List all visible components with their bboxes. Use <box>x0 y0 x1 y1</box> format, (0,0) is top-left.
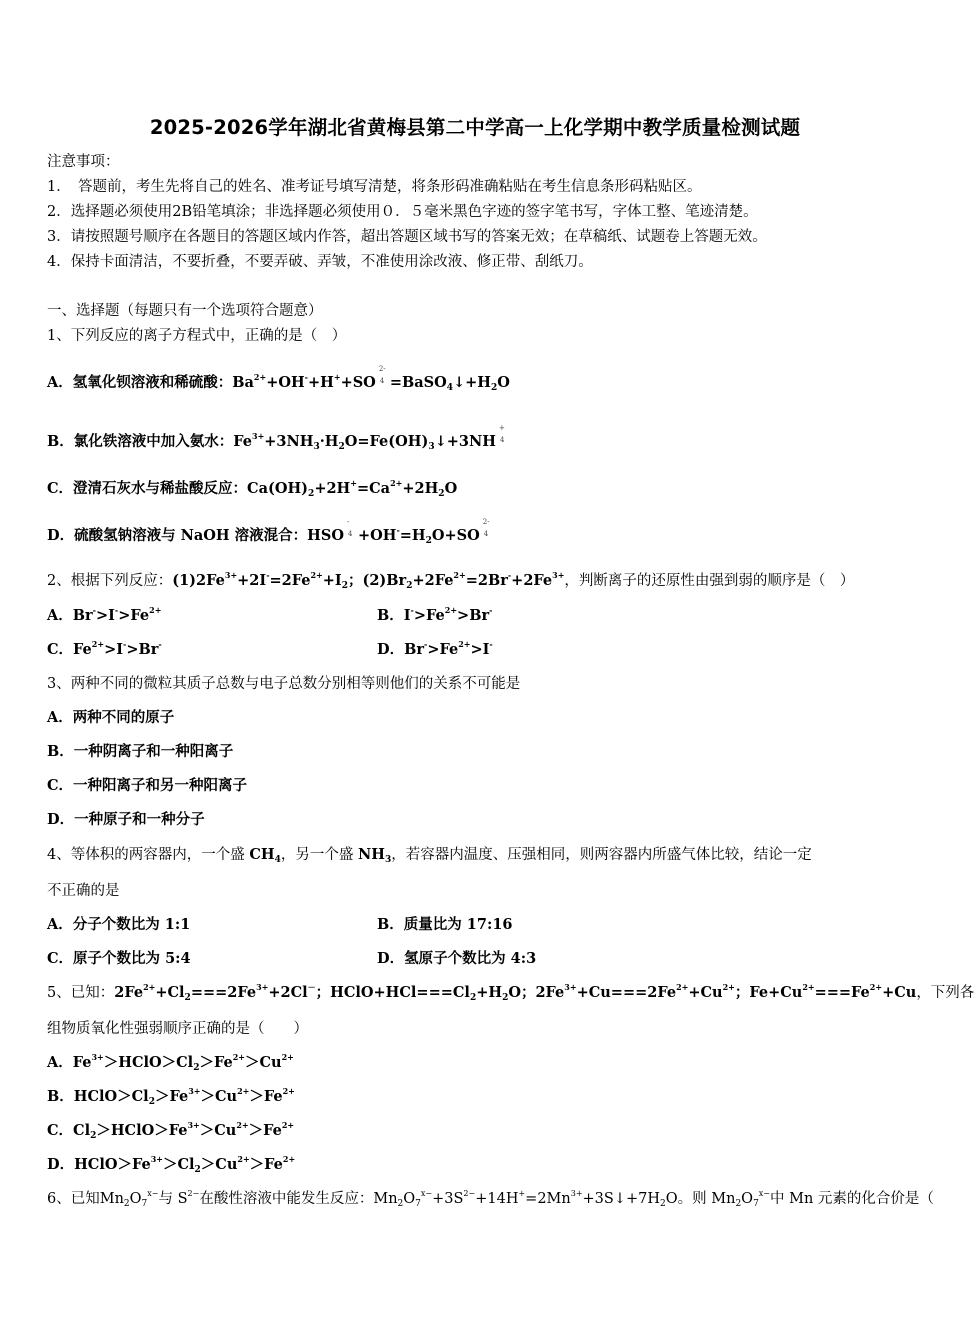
question-2-stem: 2、根据下列反应：$(1)2Fe^{3+}+2I^-=2Fe^{2+}+I_2$；$(2)Br_2+2Fe^{2+}=2Br^-+2Fe^{3+}$，判断离子的还原性由强到弱的顺序是（ ） <box>47 570 855 591</box>
question-5-option-d: D．$HClO>Fe^{3+}>Cl_2>Cu^{2+}>Fe^{2+}$ <box>47 1154 296 1175</box>
option-d-label: D．硫酸氢钠溶液与 NaOH 溶液混合： <box>47 527 308 544</box>
question-1-option-a: A．氢氧化钡溶液和稀硫酸：$Ba^{2+}+OH^-+H^++SO$ 2- 4 $=BaSO_4↓+H_2O$ <box>47 365 510 393</box>
question-5-stem: 5、已知：$2Fe^{2+}+Cl_2===2Fe^{3+}+2Cl^-$；$HClO+HCl===Cl_2+H_2O$；$2Fe^{3+}+Cu===2Fe^{2+}+Cu^{2+}$；$Fe+Cu^{2+}===Fe^{2+}+Cu$，下列各 <box>47 982 974 1003</box>
question-1-option-c: C．澄清石灰水与稀盐酸反应：$Ca(OH)_2+2H^+=Ca^{2+}+2H_2O$ <box>47 478 458 499</box>
question-5-option-a: A．$Fe^{3+}>HClO>Cl_2>Fe^{2+}>Cu^{2+}$ <box>47 1052 294 1073</box>
notice-item-1: 1． 答题前，考生先将自己的姓名、准考证号填写清楚，将条形码准确粘贴在考生信息条形码粘贴区。 <box>47 179 702 195</box>
page-title: 2025-2026学年湖北省黄梅县第二中学高一上化学期中教学质量检测试题 <box>149 116 801 139</box>
notice-heading: 注意事项： <box>47 154 120 170</box>
option-a-label: A．氢氧化钡溶液和稀硫酸： <box>47 374 233 391</box>
question-4-options-row-1 <box>47 915 513 935</box>
question-5-option-b: B．$HClO>Cl_2>Fe^{3+}>Cu^{2+}>Fe^{2+}$ <box>47 1086 295 1107</box>
question-3-option-b: B．一种阴离子和一种阳离子 <box>47 743 234 760</box>
question-4-stem: 4、等体积的两容器内，一个盛 $CH_4$，另一个盛 $NH_3$，若容器内温度、压强相同，则两容器内所盛气体比较，结论一定 <box>47 846 812 865</box>
question-3-option-d: D．一种原子和一种分子 <box>47 811 205 828</box>
question-5-stem-line2: 组物质氧化性强弱顺序正确的是（ ） <box>47 1021 308 1037</box>
question-5-option-c: C．$Cl_2>HClO>Fe^{3+}>Cu^{2+}>Fe^{2+}$ <box>47 1120 295 1141</box>
question-4-option-d: D．氢原子个数比为 4:3 <box>377 950 537 967</box>
question-1-option-d: D．硫酸氢钠溶液与 NaOH 溶液混合：HSO - 4 $+OH^-=H_2O+SO$ 2- 4 <box>47 518 490 546</box>
question-2-options-row-2: C．$Fe^{2+}>I^->Br^-$ D．$Br^->Fe^{2+}>I^-$ <box>47 639 493 658</box>
question-1-stem: 1、下列反应的离子方程式中，正确的是（ ） <box>47 328 347 344</box>
question-4-option-a: A．分子个数比为 1:1 <box>47 916 191 933</box>
question-3-stem: 3、两种不同的微粒其质子总数与电子总数分别相等则他们的关系不可能是 <box>47 676 521 692</box>
section-heading: 一、选择题（每题只有一个选项符合题意） <box>47 303 323 319</box>
question-4-stem-line2: 不正确的是 <box>47 883 120 899</box>
question-6-stem: 6、已知$Mn_2O_7^{x-}$与 $S^{2-}$在酸性溶液中能发生反应：$Mn_2O_7^{x-}+3S^{2-}+14H^+=2Mn^{3+}+3S↓+7H_2O$。则 $Mn_2O_7^{x-}$中 Mn 元素的化合价是（ <box>47 1189 934 1209</box>
option-b-label: B．氯化铁溶液中加入氨水： <box>47 433 234 450</box>
notice-item-3: 3．请按照题号顺序在各题目的答题区域内作答，超出答题区域书写的答案无效；在草稿纸、试题卷上答题无效。 <box>47 229 767 245</box>
question-3-option-a: A．两种不同的原子 <box>47 709 175 726</box>
notice-item-2: 2．选择题必须使用2B铅笔填涂；非选择题必须使用０．５毫米黑色字迹的签字笔书写，字体工整、笔迹清楚。 <box>47 204 758 220</box>
question-1-option-b: B．氯化铁溶液中加入氨水：$Fe^{3+}+3NH_3\cdot H_2O=Fe(OH)_3↓+3NH$ + 4 <box>47 424 505 452</box>
question-2-options-row-1: A．$Br^->I^->Fe^{2+}$ B．$I^->Fe^{2+}>Br^-$ <box>47 605 493 624</box>
question-4-option-c: C．原子个数比为 5:4 <box>47 950 191 967</box>
option-c-label: C．澄清石灰水与稀盐酸反应： <box>47 480 248 497</box>
question-4-options-row-2 <box>47 949 537 969</box>
notice-item-4: 4．保持卡面清洁，不要折叠，不要弄破、弄皱，不准使用涂改液、修正带、刮纸刀。 <box>47 254 593 270</box>
question-4-option-b: B．质量比为 17:16 <box>377 916 513 933</box>
question-3-option-c: C．一种阳离子和另一种阳离子 <box>47 777 248 794</box>
